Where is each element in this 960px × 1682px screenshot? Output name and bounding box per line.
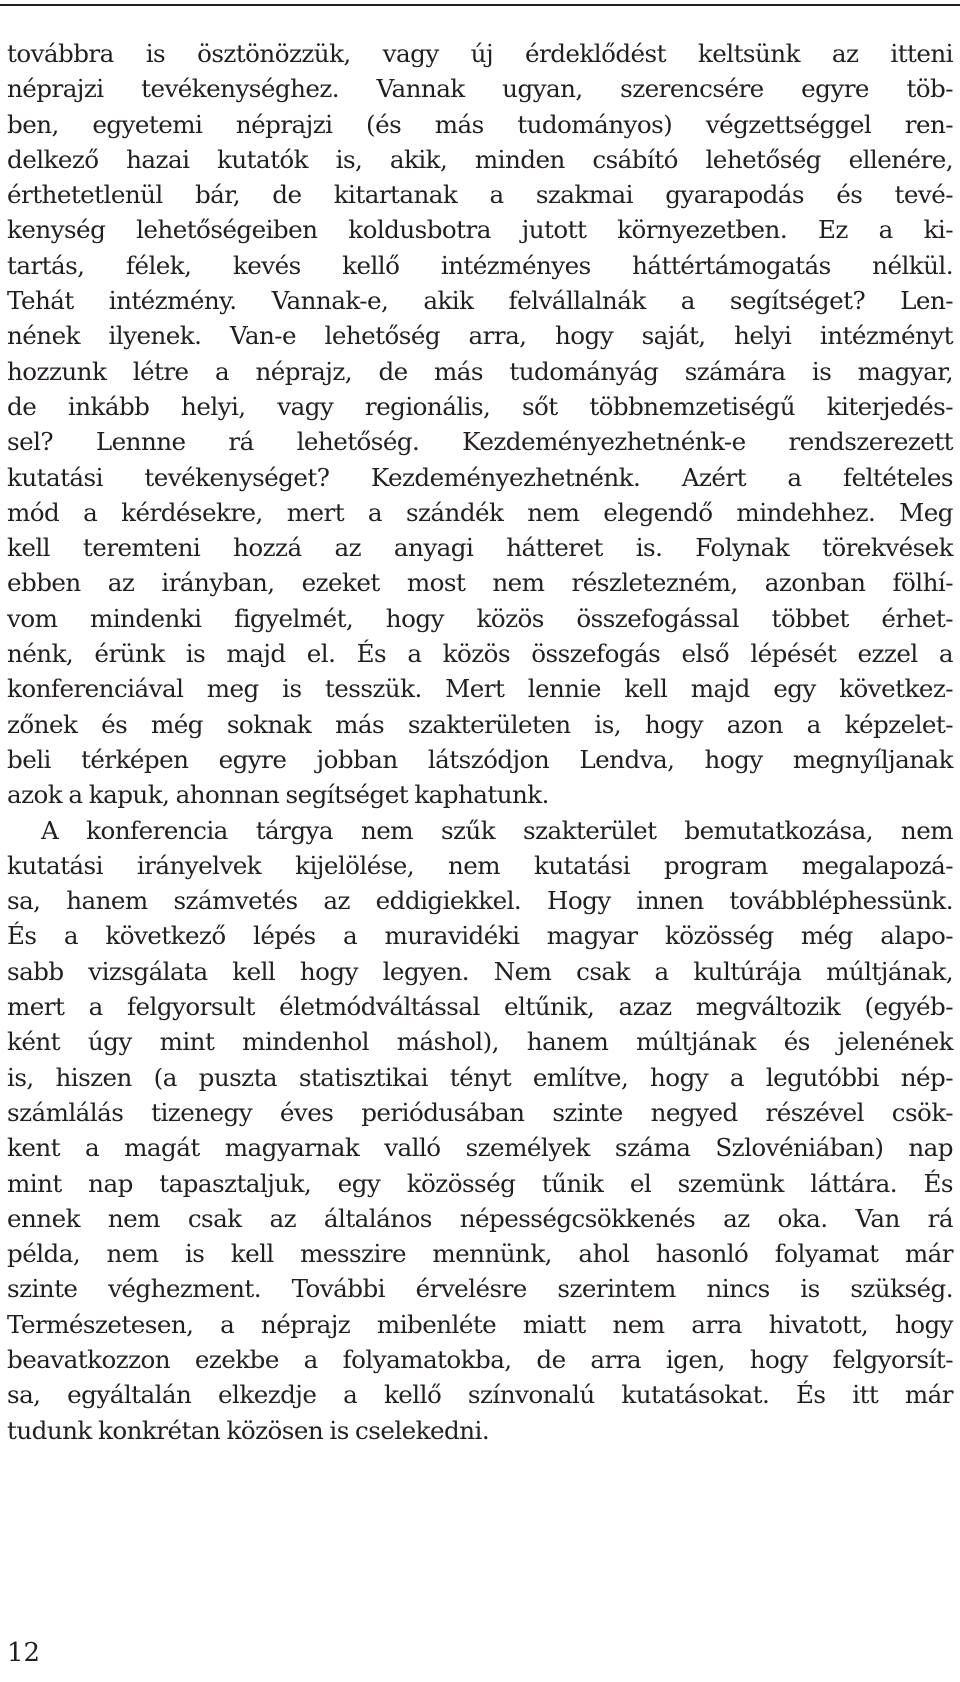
text-line: sa, egyáltalán elkezdje a kellő színvonalú kutatásokat. És itt már — [7, 1380, 953, 1410]
text-line: zőnek és még soknak más szakterületen is, hogy azon a képzelet- — [7, 709, 953, 739]
body-text — [7, 36, 953, 1448]
text-line: kent a magát magyarnak valló személyek száma Szlovéniában) nap — [7, 1133, 953, 1163]
text-line: tudunk konkrétan közösen is cselekedni. — [7, 1415, 490, 1445]
text-line: delkező hazai kutatók is, akik, minden csábító lehetőség ellenére, — [7, 144, 953, 174]
text-line: is, hiszen (a puszta statisztikai tényt említve, hogy a legutóbbi nép- — [7, 1062, 953, 1092]
text-line: de inkább helyi, vagy regionális, sőt többnemzetiségű kiterjedés- — [7, 391, 953, 421]
text-line: kutatási tevékenységet? Kezdeményezhetnénk. Azért a feltételes — [7, 462, 953, 492]
text-line: nének ilyenek. Van-e lehetőség arra, hogy saját, helyi intézményt — [7, 321, 953, 351]
text-line: ként úgy mint mindenhol máshol), hanem múltjának és jelenének — [7, 1027, 953, 1057]
text-line: számlálás tizenegy éves periódusában szinte negyed részével csök- — [7, 1097, 953, 1127]
text-line: azok a kapuk, ahonnan segítséget kaphatunk. — [7, 780, 549, 810]
text-line: És a következő lépés a muravidéki magyar közösség még alapo- — [7, 921, 953, 951]
text-line: kenység lehetőségeiben koldusbotra jutott környezetben. Ez a ki- — [7, 215, 953, 245]
text-line: nénk, érünk is majd el. És a közös összefogás első lépését ezzel a — [7, 639, 953, 669]
text-line: ennek nem csak az általános népességcsökkenés az oka. Van rá — [7, 1203, 953, 1233]
text-line: A konferencia tárgya nem szűk szakterület bemutatkozása, nem — [41, 815, 953, 845]
text-line: hozzunk létre a néprajz, de más tudományág számára is magyar, — [7, 356, 953, 386]
text-line: szinte véghezment. További érvelésre szerintem nincs is szükség. — [7, 1274, 953, 1304]
text-line: mert a felgyorsult életmódváltással eltűnik, azaz megváltozik (egyéb- — [7, 992, 953, 1022]
text-line: néprajzi tevékenységhez. Vannak ugyan, szerencsére egyre töb- — [7, 74, 953, 104]
text-line: beavatkozzon ezekbe a folyamatokba, de arra igen, hogy felgyorsít- — [7, 1344, 953, 1374]
text-line: példa, nem is kell messzire mennünk, ahol hasonló folyamat már — [7, 1239, 953, 1269]
text-line: érthetetlenül bár, de kitartanak a szakmai gyarapodás és tevé- — [7, 180, 953, 210]
text-line: vom mindenki figyelmét, hogy közös összefogással többet érhet- — [7, 603, 953, 633]
page-number: 12 — [7, 1638, 41, 1668]
text-line: sel? Lennne rá lehetőség. Kezdeményezhetnénk-e rendszerezett — [7, 427, 953, 457]
text-line: sabb vizsgálata kell hogy legyen. Nem csak a kultúrája múltjának, — [7, 956, 953, 986]
top-rule — [0, 4, 960, 6]
text-line: mód a kérdésekre, mert a szándék nem elegendő mindehhez. Meg — [7, 497, 953, 527]
text-line: tartás, félek, kevés kellő intézményes háttértámogatás nélkül. — [7, 250, 953, 280]
text-line: mint nap tapasztaljuk, egy közösség tűnik el szemünk láttára. És — [7, 1168, 953, 1198]
text-line: beli térképen egyre jobban látszódjon Lendva, hogy megnyíljanak — [7, 744, 953, 774]
text-line: kutatási irányelvek kijelölése, nem kutatási program megalapozá- — [7, 850, 953, 880]
text-line: Természetesen, a néprajz mibenléte miatt nem arra hivatott, hogy — [7, 1309, 953, 1339]
text-line: sa, hanem számvetés az eddigiekkel. Hogy innen továbbléphessünk. — [7, 886, 953, 916]
text-line: konferenciával meg is tesszük. Mert lennie kell majd egy következ- — [7, 674, 953, 704]
text-line: Tehát intézmény. Vannak-e, akik felvállalnák a segítséget? Len- — [7, 286, 953, 316]
text-line: kell teremteni hozzá az anyagi hátteret is. Folynak törekvések — [7, 533, 953, 563]
text-line: ebben az irányban, ezeket most nem részletezném, azonban fölhí- — [7, 568, 953, 598]
text-line: továbbra is ösztönözzük, vagy új érdeklődést keltsünk az itteni — [7, 39, 953, 68]
text-line: ben, egyetemi néprajzi (és más tudományos) végzettséggel ren- — [7, 109, 953, 139]
